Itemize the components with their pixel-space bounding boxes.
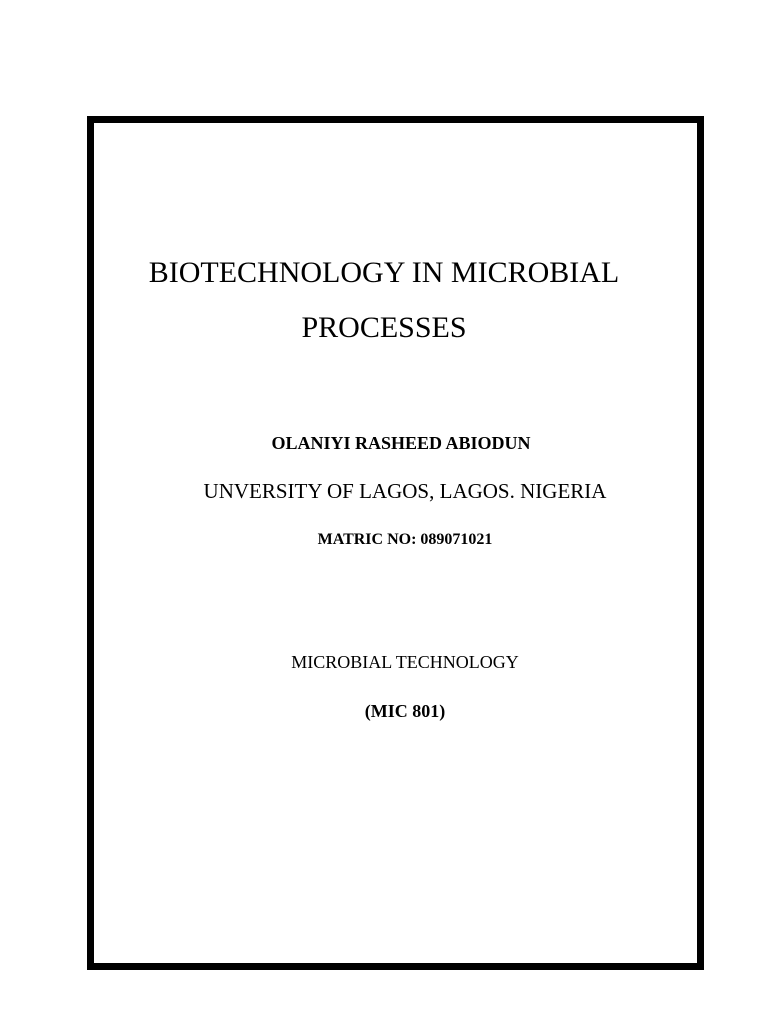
matric-number: MATRIC NO: 089071021	[317, 531, 493, 548]
document-title-line-2: PROCESSES	[301, 311, 467, 344]
course-code: (MIC 801)	[364, 701, 446, 721]
university-name: UNVERSITY OF LAGOS, LAGOS. NIGERIA	[203, 479, 607, 503]
document-title-line-1: BIOTECHNOLOGY IN MICROBIAL	[148, 256, 620, 289]
course-name: MICROBIAL TECHNOLOGY	[291, 652, 519, 672]
author-name: OLANIYI RASHEED ABIODUN	[271, 433, 531, 453]
